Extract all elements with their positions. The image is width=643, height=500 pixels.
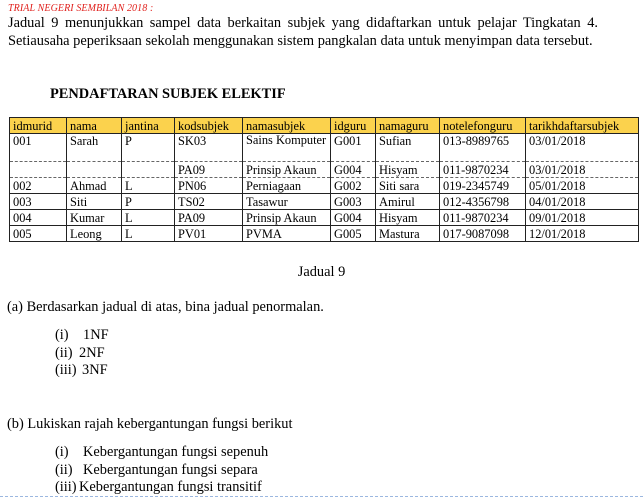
- cell-notelefonguru: 013-8989765: [440, 134, 526, 162]
- cell-nama: Leong: [67, 226, 122, 242]
- table-header-row: [10, 118, 639, 134]
- question-a: (a) Berdasarkan jadual di atas, bina jadual penormalan.: [7, 299, 324, 315]
- table-row: [10, 226, 639, 242]
- table-caption: Jadual 9: [297, 264, 346, 280]
- cell-idmurid: 002: [10, 178, 67, 194]
- question-b-item: [55, 479, 268, 497]
- question-b: (b) Lukiskan rajah kebergantungan fungsi berikut: [7, 416, 293, 432]
- question-a-item: [55, 362, 109, 380]
- cell-namaguru: Siti sara: [376, 178, 440, 194]
- item-text: Kebergantungan fungsi separa: [83, 461, 258, 478]
- column-header-idmurid: idmurid: [10, 118, 67, 134]
- cell-tarikhdaftarsubjek: 04/01/2018: [526, 194, 639, 210]
- item-label: (iii): [55, 479, 77, 495]
- cell-idmurid: 005: [10, 226, 67, 242]
- column-header-jantina: jantina: [122, 118, 175, 134]
- cell-kodsubjek: PN06: [175, 178, 243, 194]
- cell-nama: Kumar: [67, 210, 122, 226]
- cell-nama: Ahmad: [67, 178, 122, 194]
- cell-kodsubjek: PA09: [175, 162, 243, 178]
- item-label: (iii): [55, 362, 77, 378]
- cell-tarikhdaftarsubjek: 03/01/2018: [526, 134, 639, 162]
- cell-idguru: G003: [331, 194, 376, 210]
- cell-namasubjek: Prinsip Akaun: [243, 162, 331, 178]
- item-text: Kebergantungan fungsi sepenuh: [83, 444, 269, 460]
- cell-idguru: G004: [331, 162, 376, 178]
- item-label: (ii): [55, 461, 73, 478]
- cell-jantina: L: [122, 178, 175, 194]
- header-note: TRIAL NEGERI SEMBILAN 2018 :: [8, 3, 154, 14]
- cell-notelefonguru: 017-9087098: [440, 226, 526, 242]
- cell-namaguru: Hisyam: [376, 210, 440, 226]
- page-boundary: [0, 496, 643, 500]
- cell-namaguru: Hisyam: [376, 162, 440, 178]
- cell-tarikhdaftarsubjek: 03/01/2018: [526, 162, 639, 178]
- cell-kodsubjek: PV01: [175, 226, 243, 242]
- table-title: PENDAFTARAN SUBJEK ELEKTIF: [50, 86, 286, 102]
- cell-idmurid: 003: [10, 194, 67, 210]
- column-header-nama: nama: [67, 118, 122, 134]
- table-row: [10, 162, 639, 178]
- cell-nama: Siti: [67, 194, 122, 210]
- cell-namasubjek: Perniagaan: [243, 178, 331, 194]
- item-text: 1NF: [83, 327, 109, 343]
- cell-idguru: G001: [331, 134, 376, 162]
- cell-notelefonguru: 019-2345749: [440, 178, 526, 194]
- cell-jantina: L: [122, 226, 175, 242]
- cell-namasubjek: Tasawur: [243, 194, 331, 210]
- cell-namasubjek: Prinsip Akaun: [243, 210, 331, 226]
- cell-idguru: G005: [331, 226, 376, 242]
- column-header-notelefonguru: notelefonguru: [440, 118, 526, 134]
- cell-namaguru: Sufian: [376, 134, 440, 162]
- cell-nama: Sarah: [67, 134, 122, 162]
- table-row: [10, 194, 639, 210]
- cell-kodsubjek: TS02: [175, 194, 243, 210]
- cell-idguru: G004: [331, 210, 376, 226]
- item-label: (i): [55, 444, 69, 460]
- table-body: [10, 134, 639, 242]
- cell-notelefonguru: 012-4356798: [440, 194, 526, 210]
- cell-notelefonguru: 011-9870234: [440, 210, 526, 226]
- cell-tarikhdaftarsubjek: 09/01/2018: [526, 210, 639, 226]
- column-header-kodsubjek: kodsubjek: [175, 118, 243, 134]
- cell-kodsubjek: SK03: [175, 134, 243, 162]
- question-b-items: [55, 444, 268, 497]
- item-label: (ii): [55, 344, 73, 361]
- cell-idmurid: [10, 162, 67, 178]
- item-label: (i): [55, 327, 69, 343]
- cell-idguru: G002: [331, 178, 376, 194]
- cell-idmurid: 004: [10, 210, 67, 226]
- registration-table: [9, 117, 639, 242]
- item-text: 2NF: [79, 344, 105, 361]
- item-text: 3NF: [82, 362, 108, 378]
- cell-idmurid: 001: [10, 134, 67, 162]
- cell-namasubjek: PVMA: [243, 226, 331, 242]
- cell-namaguru: Mastura: [376, 226, 440, 242]
- table-row: [10, 134, 639, 162]
- cell-namasubjek: Sains Komputer: [243, 134, 331, 162]
- question-a-items: [55, 327, 109, 380]
- question-a-item: [55, 327, 109, 345]
- column-header-namaguru: namaguru: [376, 118, 440, 134]
- cell-namaguru: Amirul: [376, 194, 440, 210]
- cell-jantina: P: [122, 134, 175, 162]
- cell-jantina: L: [122, 210, 175, 226]
- column-header-tarikhdaftarsubjek: tarikhdaftarsubjek: [526, 118, 639, 134]
- column-header-namasubjek: namasubjek: [243, 118, 331, 134]
- table-row: [10, 210, 639, 226]
- cell-kodsubjek: PA09: [175, 210, 243, 226]
- intro-paragraph: Jadual 9 menunjukkan sampel data berkaitan subjek yang didaftarkan untuk pelajar Tingkatan 4. Setiausaha peperiksaan sekolah menggunakan sistem pangkalan data untuk menyimpan data tersebut.: [8, 15, 598, 49]
- column-header-idguru: idguru: [331, 118, 376, 134]
- table-row: [10, 178, 639, 194]
- cell-notelefonguru: 011-9870234: [440, 162, 526, 178]
- cell-jantina: [122, 162, 175, 178]
- question-b-item: [55, 444, 268, 462]
- question-a-item: [55, 345, 109, 363]
- cell-tarikhdaftarsubjek: 05/01/2018: [526, 178, 639, 194]
- cell-nama: [67, 162, 122, 178]
- cell-tarikhdaftarsubjek: 12/01/2018: [526, 226, 639, 242]
- item-text: Kebergantungan fungsi transitif: [79, 479, 262, 495]
- question-b-item: [55, 462, 268, 480]
- cell-jantina: P: [122, 194, 175, 210]
